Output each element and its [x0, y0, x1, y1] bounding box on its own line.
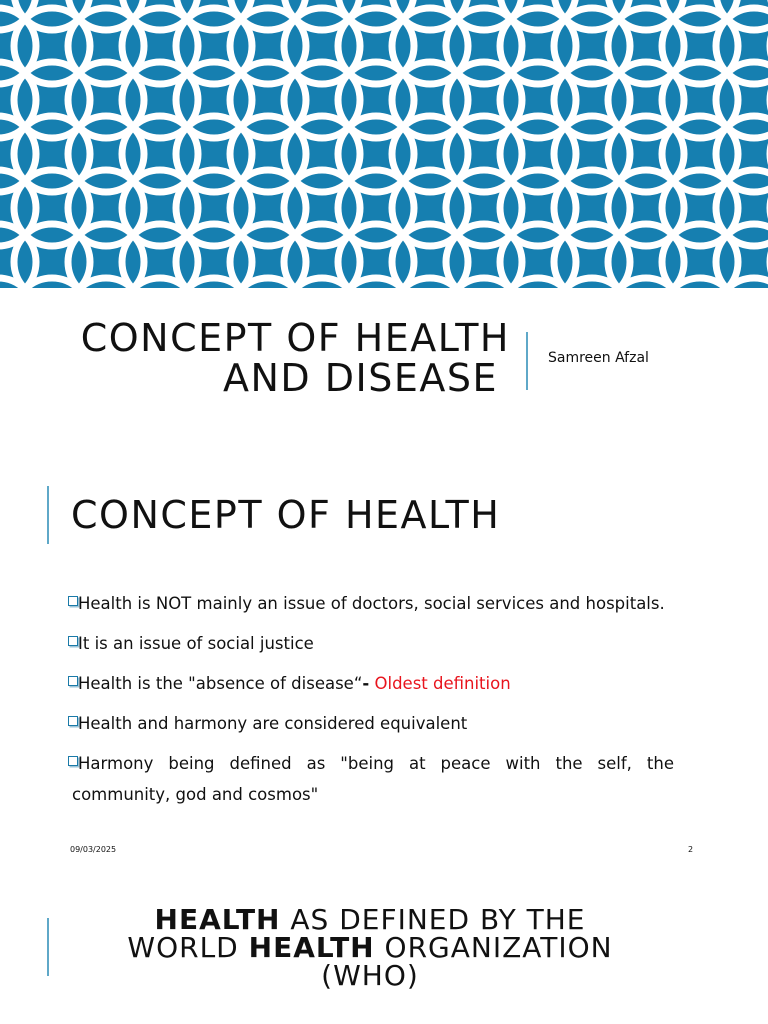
square-box-icon: [68, 676, 78, 686]
health-bold: HEALTH: [248, 931, 375, 964]
health-bold: HEALTH: [154, 903, 281, 936]
bullet-text: Harmony being defined as "being at peace with the self, the community, god and cosmos": [72, 754, 674, 804]
slide2-accent-bar: [47, 486, 49, 544]
slide3-title-line-1: [100, 903, 640, 936]
title-divider: [526, 332, 528, 390]
slide3-title-line-2: [100, 931, 640, 964]
bullet-text: It is an issue of social justice: [78, 634, 314, 653]
title-line-1: CONCEPT OF HEALTH: [80, 316, 510, 360]
pattern-rings: [0, 0, 768, 288]
oldest-definition-highlight: Oldest definition: [369, 674, 511, 693]
bullet-text: Health is the "absence of disease“: [78, 674, 363, 693]
bullet-dash: -: [362, 674, 370, 693]
presentation-title: [40, 318, 510, 398]
page-number: 2: [688, 845, 694, 854]
bullet-item: [68, 748, 674, 810]
square-box-icon: [68, 756, 78, 766]
slide3-title: [100, 903, 640, 992]
bullet-item: [68, 588, 674, 619]
author-name: Samreen Afzal: [548, 350, 649, 366]
interlocking-circles-pattern: [0, 0, 768, 288]
bullet-item: [68, 708, 674, 739]
bullet-item: [68, 668, 674, 699]
square-box-icon: [68, 716, 78, 726]
title-text: AS DEFINED BY THE: [280, 903, 586, 936]
title-text: WORLD: [127, 931, 249, 964]
slide2-title: CONCEPT OF HEALTH: [71, 493, 501, 537]
bullet-list: [68, 588, 674, 819]
title-text: ORGANIZATION: [374, 931, 613, 964]
slide3-accent-bar: [47, 918, 49, 976]
square-box-icon: [68, 636, 78, 646]
bullet-text: Health is NOT mainly an issue of doctors, social services and hospitals.: [78, 594, 665, 613]
bullet-text: Health and harmony are considered equivalent: [78, 714, 468, 733]
bullet-item: [68, 628, 674, 659]
title-line-2: AND DISEASE: [223, 356, 498, 400]
square-box-icon: [68, 596, 78, 606]
slide3-title-line-3: (WHO): [321, 959, 419, 992]
footer-date: 09/03/2025: [70, 845, 117, 854]
